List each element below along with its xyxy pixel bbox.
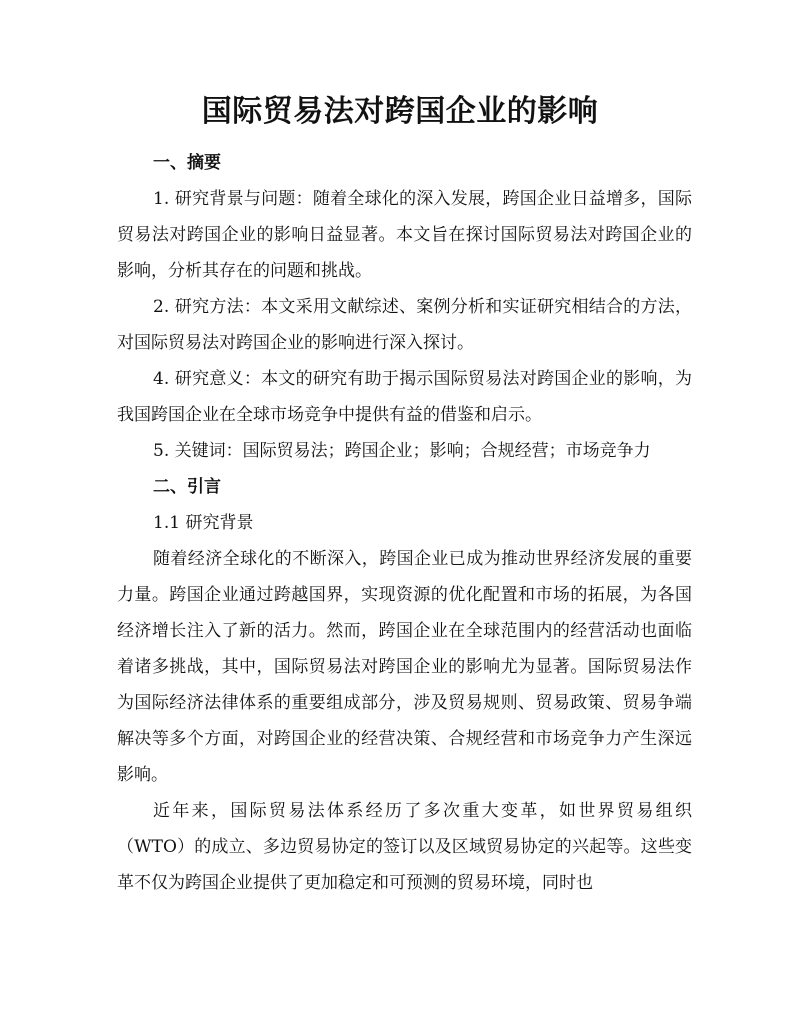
subsection-heading-background: 1.1 研究背景: [153, 513, 254, 533]
abstract-paragraph-keywords: 5. 关键词：国际贸易法；跨国企业；影响；合规经营；市场竞争力: [153, 441, 651, 461]
abstract-paragraph-background: 1. 研究背景与问题：随着全球化的深入发展，跨国企业日益增多，国际贸易法对跨国企业的影响日益显著。本文旨在探讨国际贸易法对跨国企业的影响，分析其存在的问题和挑战。: [117, 189, 692, 281]
document-title: 国际贸易法对跨国企业的影响: [201, 94, 599, 129]
intro-paragraph-1: 随着经济全球化的不断深入，跨国企业已成为推动世界经济发展的重要力量。跨国企业通过跨越国界，实现资源的优化配置和市场的拓展，为各国经济增长注入了新的活力。然而，跨国企业在全球范围内的经营活动也面临着诸多挑战，其中，国际贸易法对跨国企业的影响尤为显著。国际贸易法作为国际经济法律体系的重要组成部分，涉及贸易规则、贸易政策、贸易争端解决等多个方面，对跨国企业的经营决策、合规经营和市场竞争力产生深远影响。: [117, 549, 692, 785]
abstract-paragraph-method: 2. 研究方法：本文采用文献综述、案例分析和实证研究相结合的方法，对国际贸易法对跨国企业的影响进行深入探讨。: [117, 297, 692, 353]
section-heading-abstract: 一、摘要: [153, 153, 221, 173]
abstract-paragraph-significance: 4. 研究意义：本文的研究有助于揭示国际贸易法对跨国企业的影响，为我国跨国企业在全球市场竞争中提供有益的借鉴和启示。: [117, 369, 692, 425]
intro-paragraph-2: 近年来，国际贸易法体系经历了多次重大变革，如世界贸易组织（WTO）的成立、多边贸易协定的签订以及区域贸易协定的兴起等。这些变革不仅为跨国企业提供了更加稳定和可预测的贸易环境，同时也: [117, 801, 692, 893]
document-body: [117, 145, 692, 901]
section-heading-introduction: 二、引言: [153, 477, 221, 497]
